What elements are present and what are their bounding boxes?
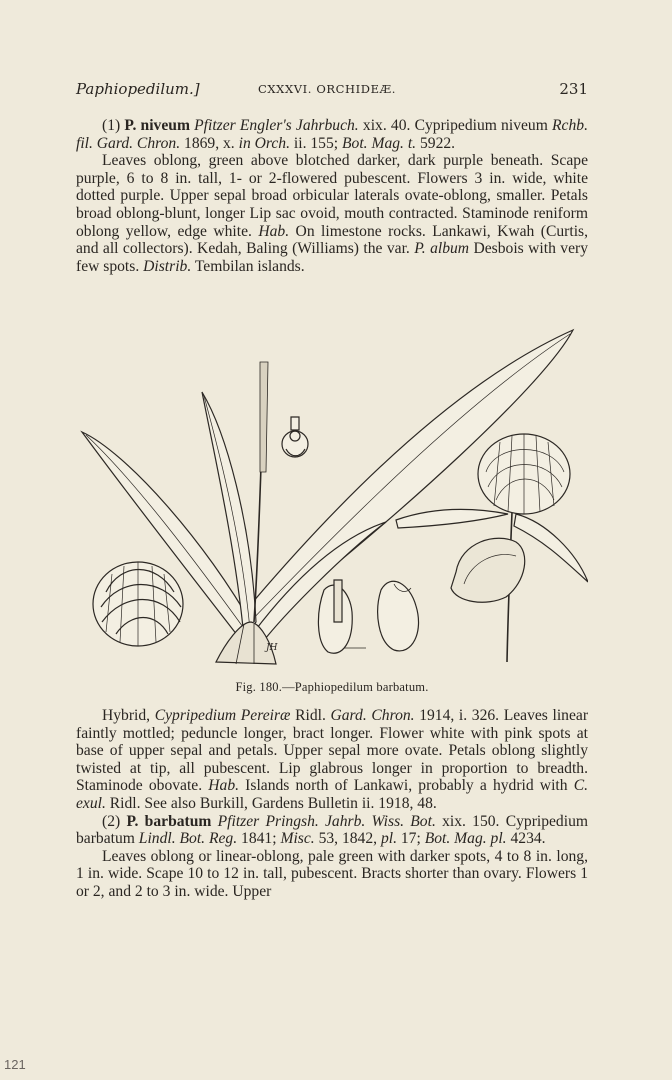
entry-hybrid-and-barbatum	[76, 707, 588, 901]
entry-niveum-citation: (1) P. niveum Pfitzer Engler's Jahrbuch. xix. 40. Cypripedium niveum Rchb. fil. Gard. Chron. 1869, x. in Orch. ii. 155; Bot. Mag. t. 5922.	[76, 117, 588, 152]
hybrid-note: Hybrid, Cypripedium Pereiræ Ridl. Gard. Chron. 1914, i. 326. Leaves linear faintly mottled; peduncle longer, bract longer. Flower white with pink spots at base of upper sepal and petals. Upper sepal more ovate. Petals oblong slightly twisted at tip, all pubescent. Lip glabrous longer in proportion to breadth. Staminode obovate. Hab. Islands north of Lankawi, probably a hydrid with C. exul. Ridl. See also Burkill, Gardens Bulletin ii. 1918, 48.	[76, 707, 589, 812]
species-name: P. barbatum	[126, 812, 212, 830]
species-name: P. niveum	[124, 117, 190, 134]
entry-niveum-description: Leaves oblong, green above blotched darker, dark purple beneath. Scape purple, 6 to 8 in. tall, 1- or 2-flowered pubescent. Flowers 3 in. wide, white dotted purple. Upper sepal broad orbicular laterals ovate-oblong, smaller. Petals broad oblong-blunt, longer Lip sac ovoid, mouth contracted. Staminode reniform oblong yellow, edge white. Hab. On limestone rocks. Lankawi, Kwah (Curtis, and all collectors). Kedah, Baling (Williams) the var. P. album Desbois with very few spots. Distrib. Tembilan islands.	[76, 152, 589, 275]
entry-barbatum-citation: (2) P. barbatum Pfitzer Pringsh. Jahrb. Wiss. Bot. xix. 150. Cypripedium barbatum Lindl. Bot. Reg. 1841; Misc. 53, 1842, pl. 17; Bot. Mag. pl. 4234.	[76, 812, 588, 848]
running-head-family: CXXXVI. ORCHIDEÆ.	[258, 82, 396, 96]
artist-initials: JH	[266, 643, 278, 653]
page-number: 231	[559, 80, 588, 98]
entry-niveum	[76, 117, 588, 275]
running-head-genus: Paphiopedilum.]	[76, 80, 200, 98]
margin-mark: 121	[4, 1057, 26, 1072]
running-head	[76, 80, 588, 102]
orchid-drawing	[76, 322, 588, 674]
entry-barbatum-description: Leaves oblong or linear-oblong, pale green with darker spots, 4 to 8 in. long, 1 in. wide. Scape 10 to 12 in. tall, pubescent. Bracts shorter than ovary. Flowers 1 or 2, and 2 to 3 in. wide. Upper	[76, 847, 588, 900]
botanical-illustration	[76, 322, 588, 674]
figure-caption: Fig. 180.—Paphiopedilum barbatum.	[235, 680, 429, 694]
